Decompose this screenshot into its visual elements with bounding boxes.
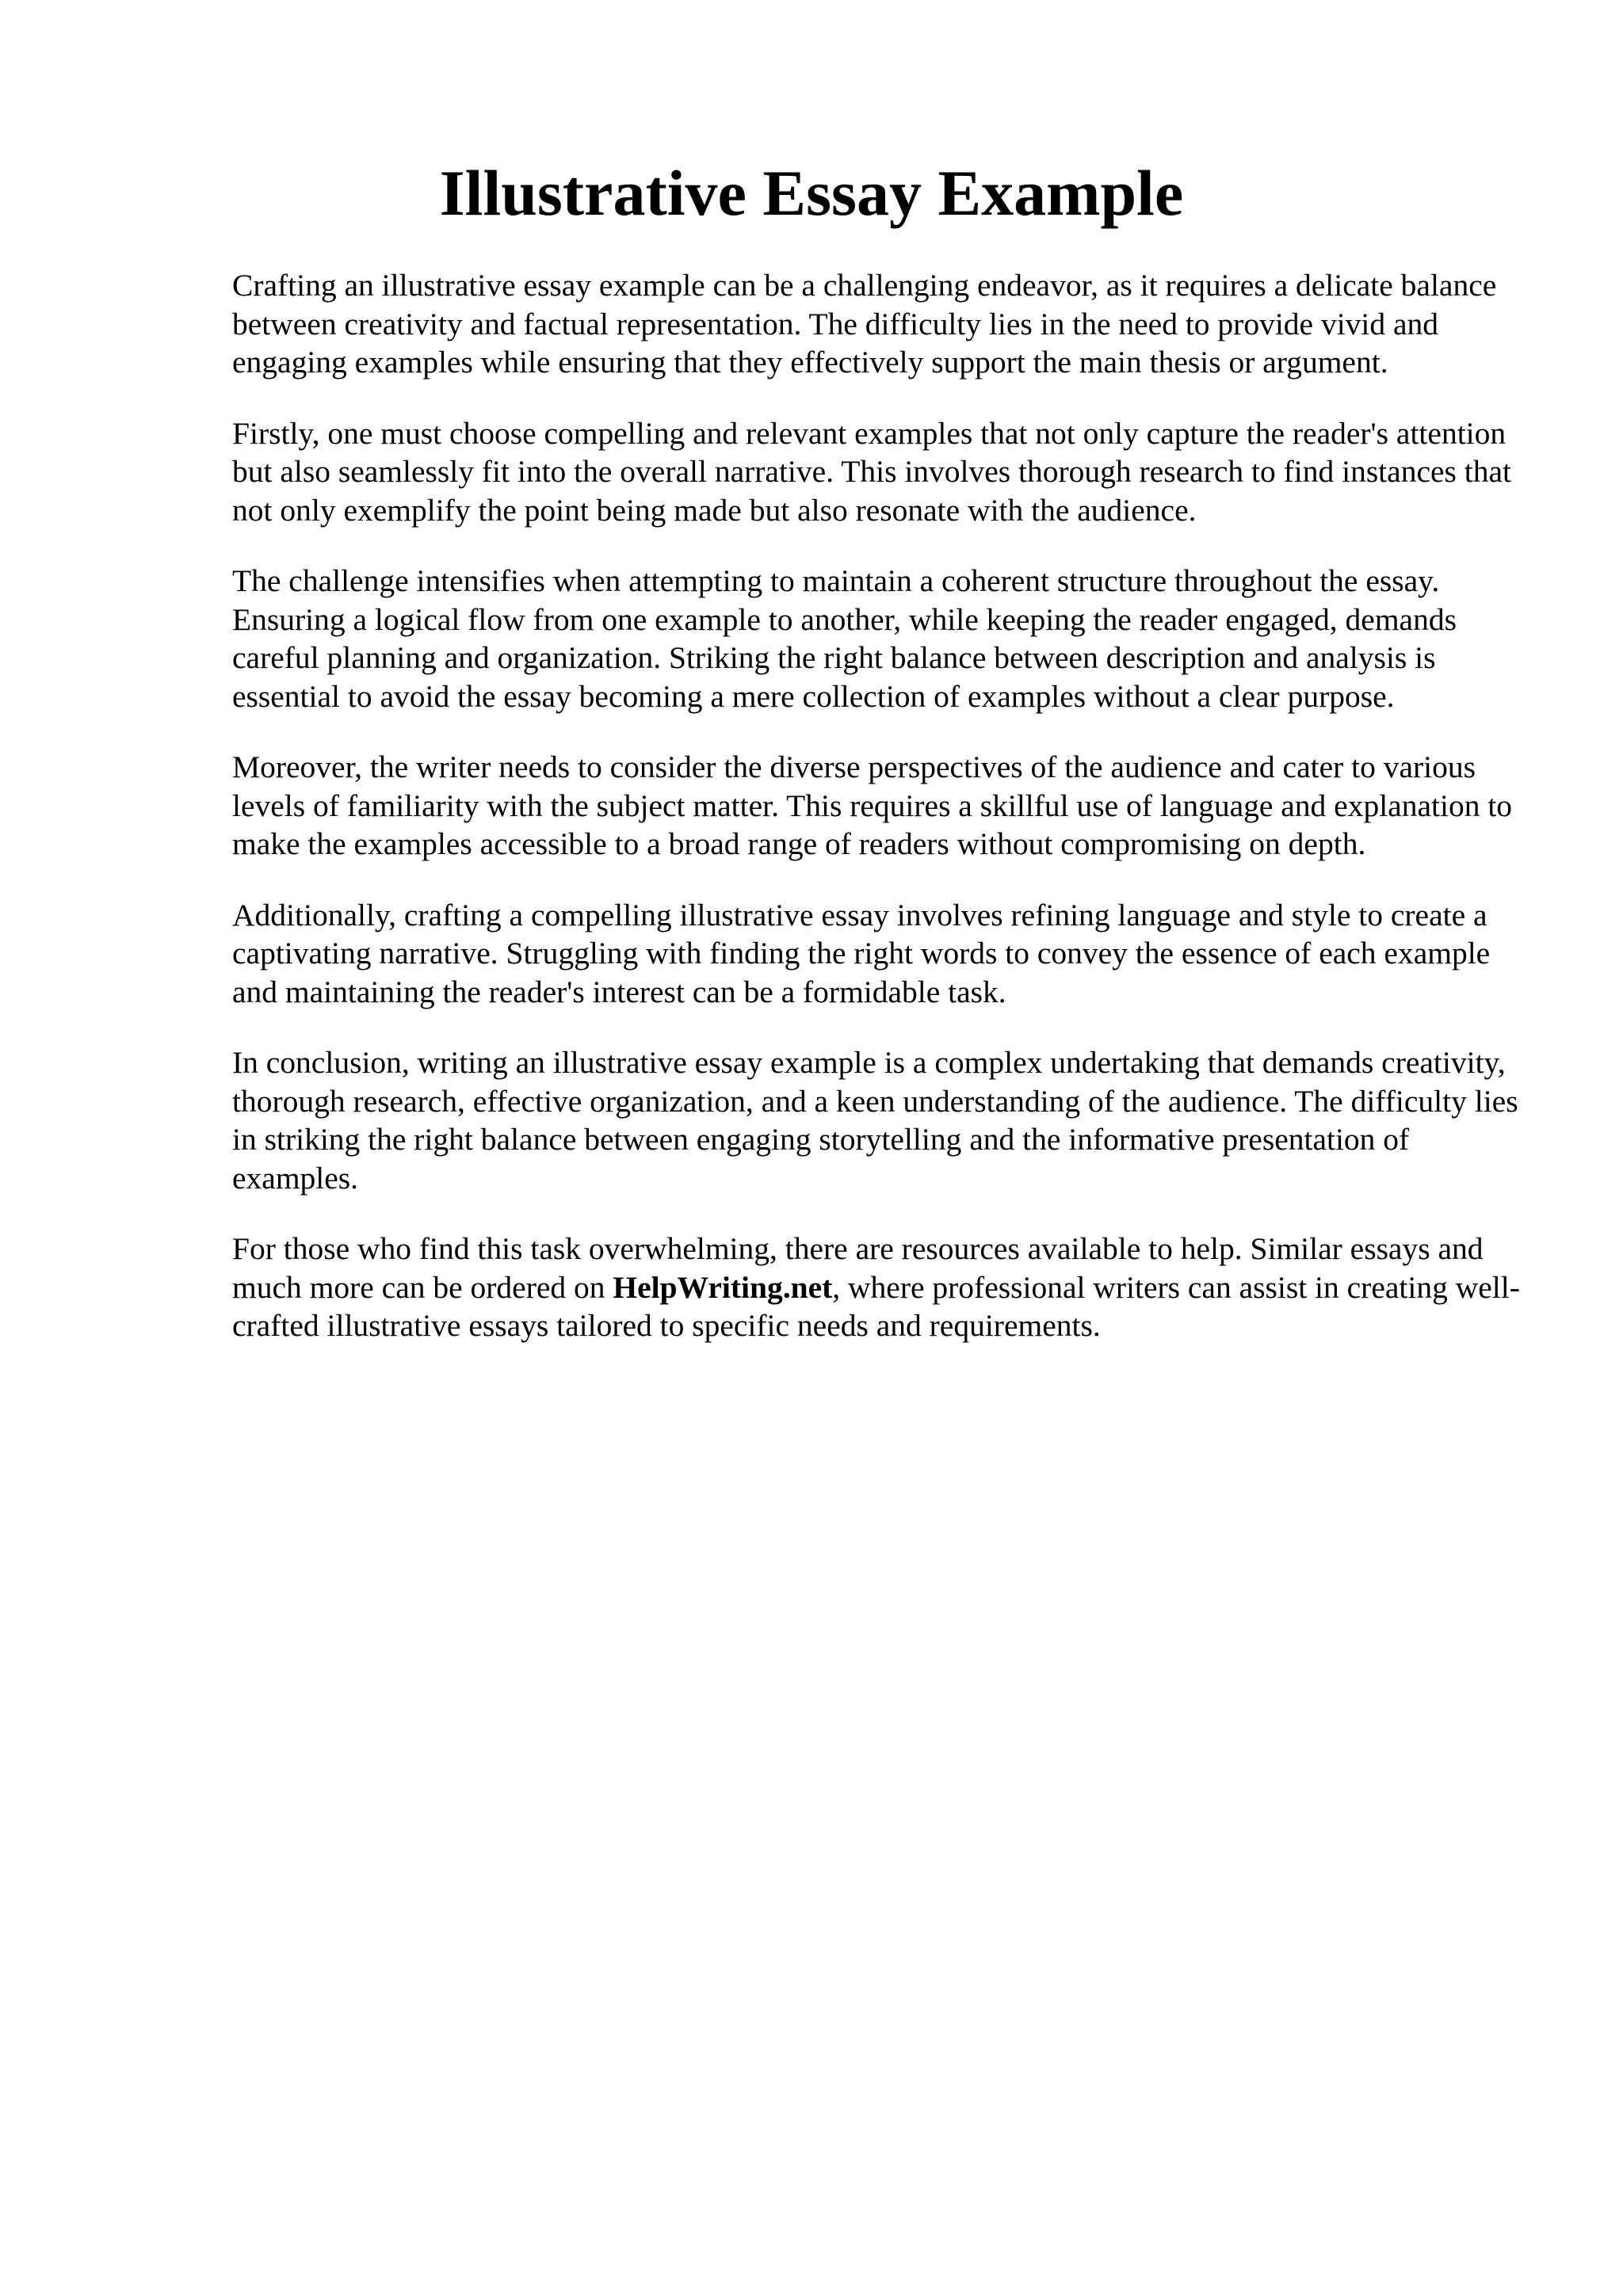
- paragraph-examples: Firstly, one must choose compelling and relevant examples that not only capture the reader's attention but also seamlessly fit into the overall narrative. This involves thorough research to find instances that not only exemplify the point being made but also resonate with the audience.: [232, 415, 1511, 528]
- paragraph-structure: The challenge intensifies when attempting to maintain a coherent structure throughout the essay. Ensuring a logical flow from one example to another, while keeping the reader engaged, demands careful planning and organization. Striking the right balance between description and analysis is essential to avoid the essay becoming a mere collection of examples without a clear purpose.: [232, 563, 1457, 714]
- closing-text-before-link: For those who find this task overwhelming, there are resources available to help. Similar essays and much more can be ordered on: [232, 1231, 1484, 1305]
- paragraph-style: Additionally, crafting a compelling illustrative essay involves refining language and style to create a captivating narrative. Struggling with finding the right words to convey the essence of each example and maintaining the reader's interest can be a formidable task.: [232, 897, 1491, 1009]
- paragraph-intro: Crafting an illustrative essay example can be a challenging endeavor, as it requires a delicate balance between creativity and factual representation. The difficulty lies in the need to provide vivid and engaging examples while ensuring that they effectively support the main thesis or argument.: [232, 268, 1497, 379]
- closing-text-after-link: , where professional writers can assist in creating well-crafted illustrative essays tailored to specific needs and requirements.: [232, 1269, 1520, 1343]
- essay-body: [232, 266, 1532, 1378]
- paragraph-closing: [232, 1230, 1532, 1345]
- paragraph-audience: Moreover, the writer needs to consider the diverse perspectives of the audience and cater to various levels of familiarity with the subject matter. This requires a skillful use of language and explanation to make the examples accessible to a broad range of readers without compromising on depth.: [232, 749, 1513, 861]
- helpwriting-link[interactable]: HelpWriting.net: [613, 1269, 833, 1305]
- paragraph-conclusion: In conclusion, writing an illustrative essay example is a complex undertaking that demands creativity, thorough research, effective organization, and a keen understanding of the audience. The difficulty lies in striking the right balance between engaging storytelling and the informative presentation of examples.: [232, 1045, 1518, 1196]
- page-title: Illustrative Essay Example: [439, 157, 1184, 229]
